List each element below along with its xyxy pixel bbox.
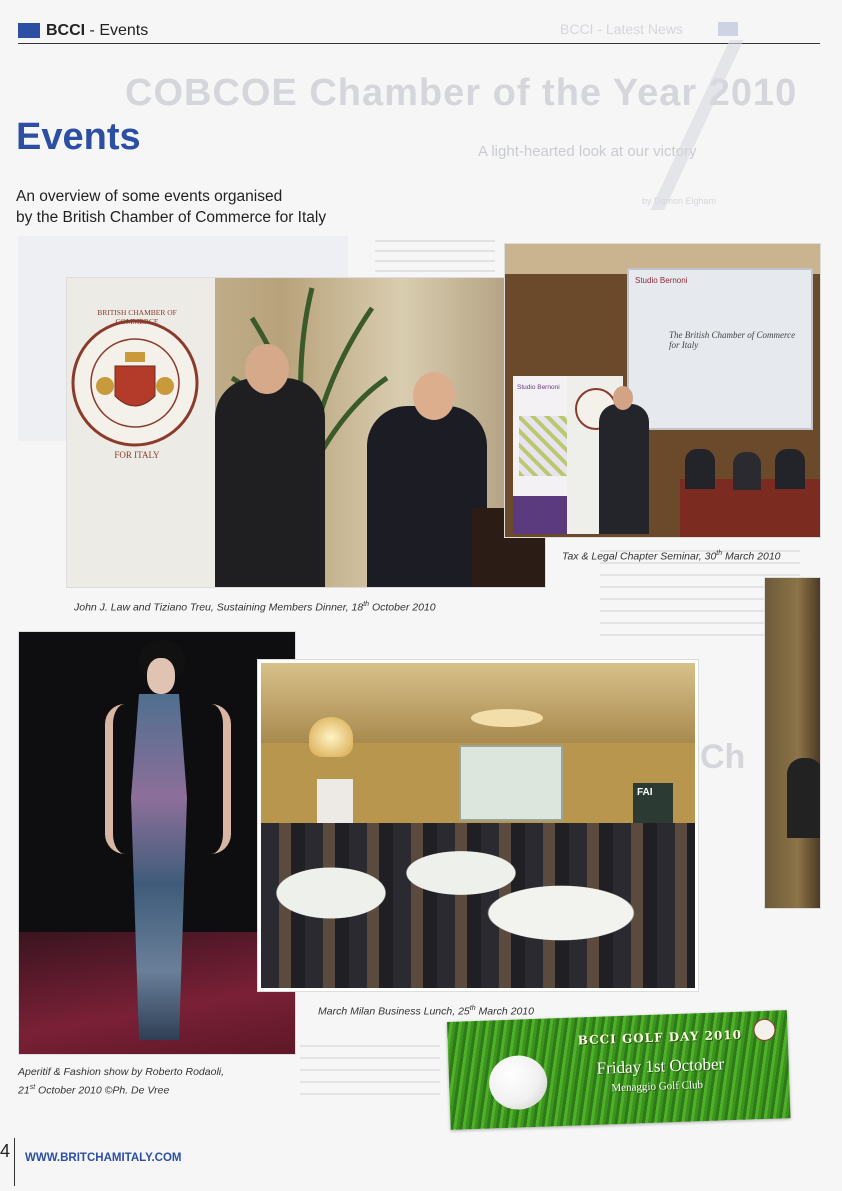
edge-figure [787,758,820,838]
banner-brand: Studio Bernoni [517,384,560,391]
caption-dinner-date: October 2010 [369,601,436,614]
caption-seminar-text: Tax & Legal Chapter Seminar, 30 [562,550,717,563]
man-right [367,406,487,587]
panel-person-2 [733,452,761,490]
ceiling-light [471,709,543,727]
photo-edge [765,578,820,908]
golf-ball [488,1055,548,1111]
man-left-head [245,344,289,394]
header-brand [46,22,148,40]
header-brand-text: BCCI [46,22,86,39]
panel-person-3 [775,449,805,489]
caption-lunch-text: March Milan Business Lunch, 25 [318,1005,470,1018]
bleed-text-block-3 [300,1035,440,1095]
chandelier [309,717,353,757]
header-brand-block [18,23,40,38]
bleed-subhead: A light-hearted look at our victory [478,143,697,160]
banner-footer [513,496,573,534]
caption-fashion-sup: st [29,1084,36,1091]
header-bleed-block [718,22,738,36]
photo-seminar [505,244,820,537]
bleed-mid-headline: Ch [700,738,746,776]
lunch-crowd [261,823,695,988]
page-number: 4 [0,1141,11,1161]
golf-crest-icon [753,1019,776,1042]
chamber-crest [70,318,200,448]
golf-date: Friday 1st October [596,1054,725,1078]
caption-fashion-date: October 2010 ©Ph. De Vree [35,1084,170,1097]
projector-screen [627,268,813,430]
page-title: Events [16,116,141,158]
intro-text [16,186,326,228]
panel-person-1 [685,449,715,489]
caption-fashion [18,1064,224,1099]
photo-dinner [67,278,545,587]
rollup-banner [513,376,573,534]
crest-text-top: BRITISH CHAMBER OF COMMERCE [97,308,177,326]
bleed-text-block [375,232,495,272]
model-face [147,658,175,694]
bleed-slash [650,40,842,210]
caption-dinner-sup: th [363,601,370,608]
golf-venue: Menaggio Golf Club [611,1079,704,1095]
caption-seminar [562,547,781,564]
man-right-head [413,372,455,420]
caption-dinner [74,598,436,615]
intro-line-2: by the British Chamber of Commerce for Italy [16,209,327,226]
bleed-headline: COBCOE Chamber of the Year 2010 [125,72,798,114]
speaker-head [613,386,633,410]
golf-banner [447,1010,791,1130]
caption-lunch [318,1002,534,1019]
bleed-byline: by Damon Elgham [642,196,717,206]
crest-text-bottom: FOR ITALY [114,450,160,460]
footer-url[interactable]: WWW.BRITCHAMITALY.COM [25,1152,182,1164]
caption-fashion-line-2 [18,1080,224,1099]
golf-title: BCCI GOLF DAY 2010 [577,1027,743,1048]
caption-fashion-day: 21 [18,1084,30,1097]
header-rule [18,43,820,44]
photo-lunch [258,660,698,991]
screen-brand: Studio Bernoni [635,276,688,285]
caption-seminar-sup: th [716,550,723,557]
header-bleed-right: BCCI - Latest News [560,21,683,37]
caption-dinner-text: John J. Law and Tiziano Treu, Sustaining Members Dinner, 18 [74,601,364,614]
header-section: - Events [85,22,149,39]
intro-line-1: An overview of some events organised [16,188,283,205]
banner-graphic [519,416,567,476]
caption-fashion-line-1: Aperitif & Fashion show by Roberto Rodaoli, [18,1066,225,1078]
footer-rule [14,1138,15,1186]
fai-sign-text: FAI [637,787,653,798]
photo-fashion [19,632,295,1054]
man-left [215,378,325,587]
screen-title: The British Chamber of Commerce for Italy [669,330,796,350]
caption-seminar-date: March 2010 [722,550,781,563]
caption-lunch-sup: th [469,1005,476,1012]
speaker [599,404,649,534]
caption-lunch-date: March 2010 [475,1005,534,1018]
lunch-screen [459,745,563,821]
